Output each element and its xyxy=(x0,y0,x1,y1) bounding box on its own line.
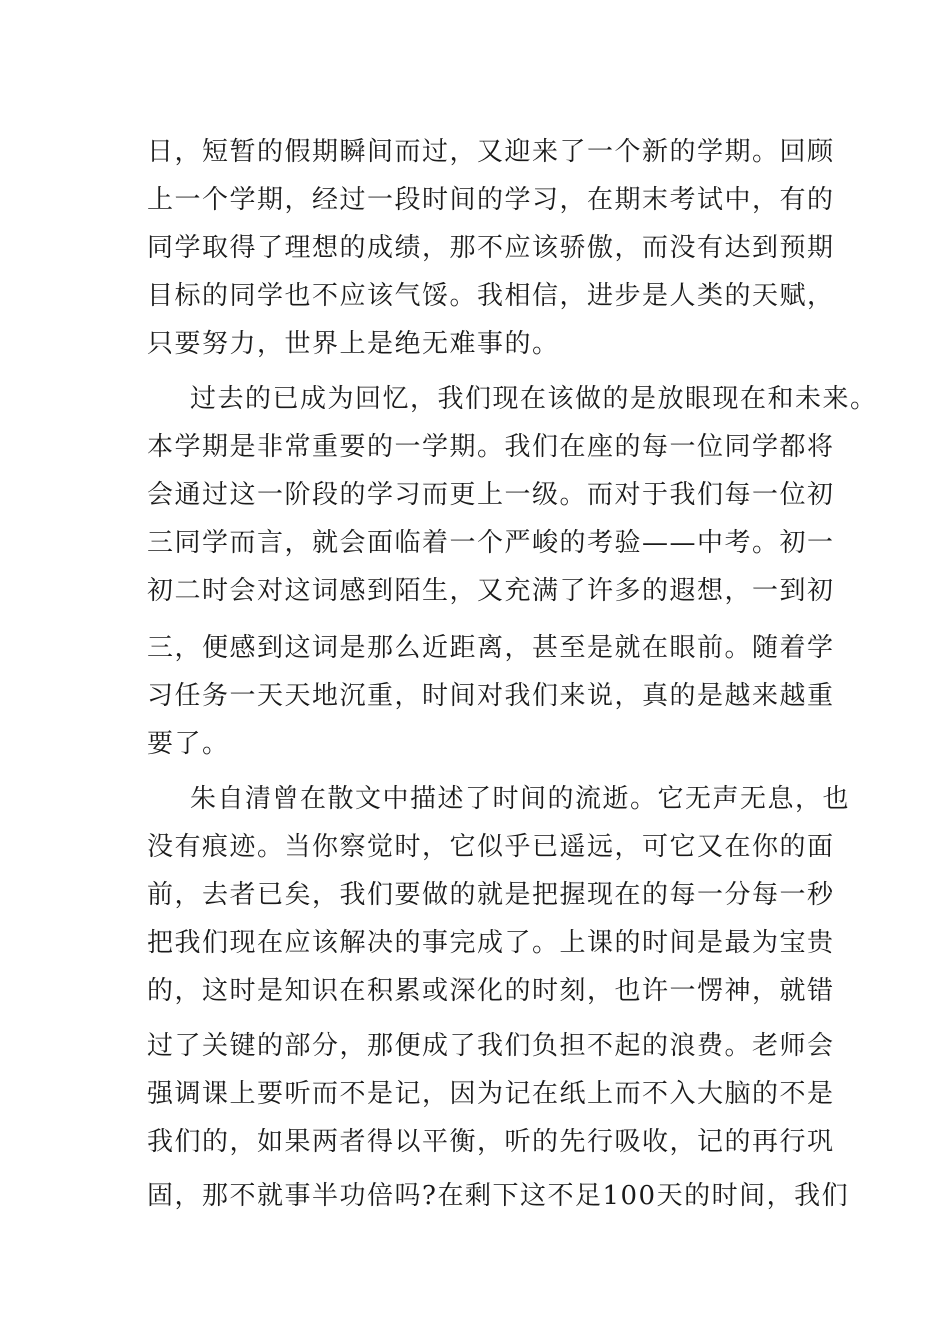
text-line: 强调课上要听而不是记，因为记在纸上而不入大脑的不是 xyxy=(147,1079,835,1109)
text-line: 要了。 xyxy=(147,729,230,759)
text-line: 前，去者已矣，我们要做的就是把握现在的每一分每一秒 xyxy=(147,880,835,910)
text-line: 三，便感到这词是那么近距离，甚至是就在眼前。随着学 xyxy=(147,633,835,663)
text-line: 的，这时是知识在积累或深化的时刻，也许一愣神，就错 xyxy=(147,976,835,1006)
text-line: 会通过这一阶段的学习而更上一级。而对于我们每一位初 xyxy=(147,480,835,510)
text-line: 习任务一天天地沉重，时间对我们来说，真的是越来越重 xyxy=(147,681,835,711)
text-line: 目标的同学也不应该气馁。我相信，进步是人类的天赋， xyxy=(147,281,835,311)
text-line: 同学取得了理想的成绩，那不应该骄傲，而没有达到预期 xyxy=(147,233,835,263)
text-line: 固，那不就事半功倍吗?在剩下这不足100天的时间，我们 xyxy=(147,1181,850,1211)
paragraph-first-line: 朱自清曾在散文中描述了时间的流逝。它无声无息，也 xyxy=(190,784,851,814)
text-line: 初二时会对这词感到陌生，又充满了许多的遐想，一到初 xyxy=(147,576,835,606)
text-line: 把我们现在应该解决的事完成了。上课的时间是最为宝贵 xyxy=(147,928,835,958)
paragraph-first-line: 过去的已成为回忆，我们现在该做的是放眼现在和未来。 xyxy=(190,384,878,414)
text-line: 只要努力，世界上是绝无难事的。 xyxy=(147,329,560,359)
text-line: 我们的，如果两者得以平衡，听的先行吸收，记的再行巩 xyxy=(147,1127,835,1157)
text-line: 过了关键的部分，那便成了我们负担不起的浪费。老师会 xyxy=(147,1031,835,1061)
text-line: 没有痕迹。当你察觉时，它似乎已遥远，可它又在你的面 xyxy=(147,832,835,862)
text-line: 日，短暂的假期瞬间而过，又迎来了一个新的学期。回顾 xyxy=(147,137,835,167)
text-line: 三同学而言，就会面临着一个严峻的考验——中考。初一 xyxy=(147,528,835,558)
text-line: 上一个学期，经过一段时间的学习，在期末考试中，有的 xyxy=(147,185,835,215)
text-line: 本学期是非常重要的一学期。我们在座的每一位同学都将 xyxy=(147,432,835,462)
